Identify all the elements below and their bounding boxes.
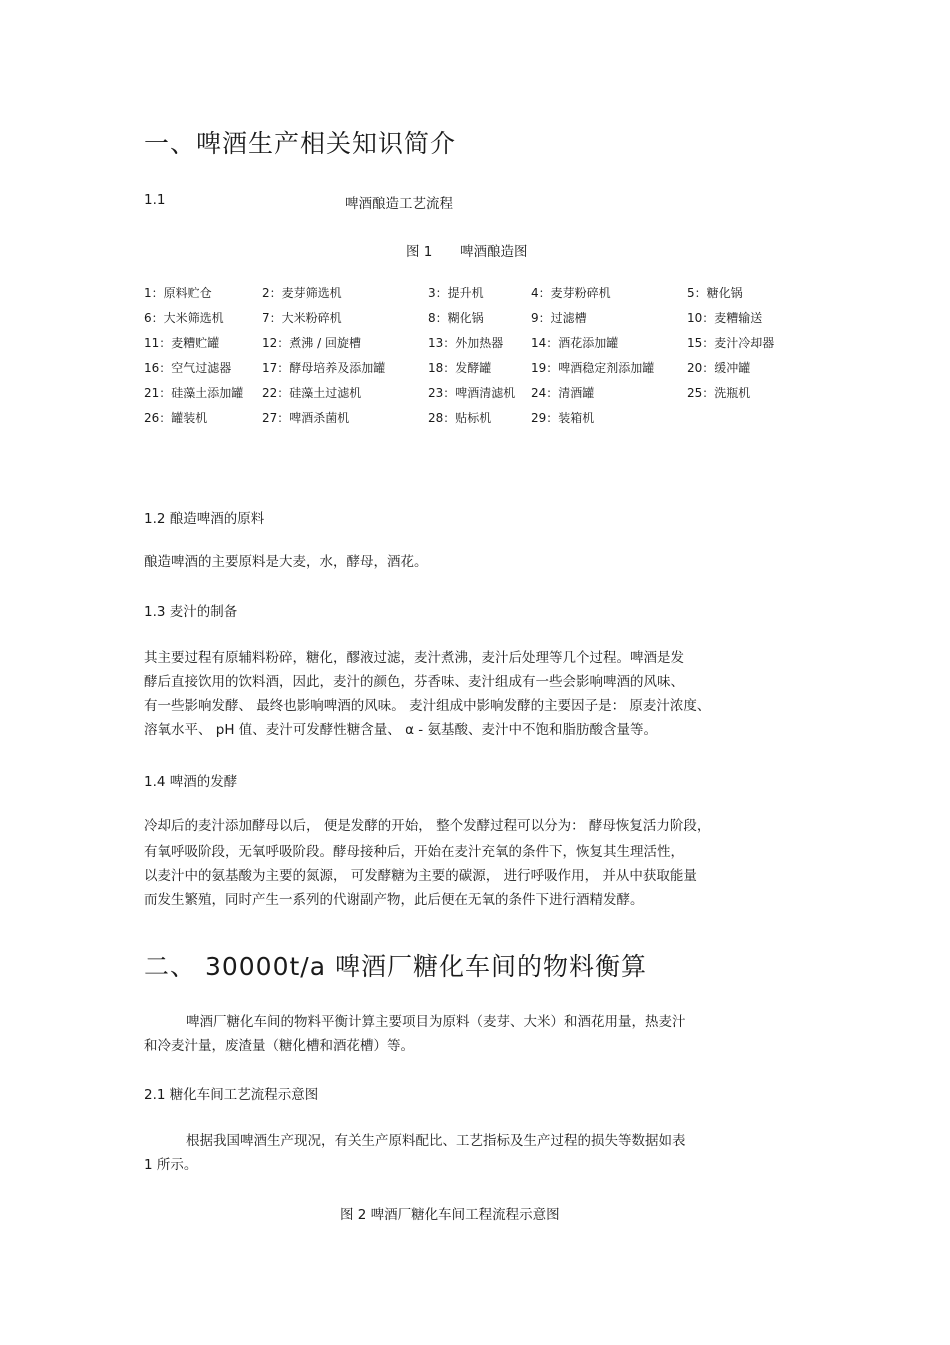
section-1-4-line: 冷却后的麦汁添加酵母以后， 便是发酵的开始， 整个发酵过程可以分为： 酵母恢复活力阶段，: [144, 818, 711, 834]
legend-row: [144, 284, 804, 309]
legend-item: 24：清酒罐: [531, 386, 595, 400]
legend-item: 11：麦糟贮罐: [144, 336, 220, 350]
section-1-4-line: 以麦汁中的氨基酸为主要的氮源， 可发酵糖为主要的碳源， 进行呼吸作用， 并从中获取能量: [144, 868, 697, 884]
legend-item: 1：原料贮仓: [144, 286, 212, 300]
section-1-4-title: 1.4 啤酒的发酵: [144, 774, 238, 790]
legend-row: [144, 334, 804, 359]
legend-item: 12：煮沸 / 回旋槽: [262, 336, 361, 350]
legend-item: 9：过滤槽: [531, 311, 587, 325]
section-1-3-line: 其主要过程有原辅料粉碎，糖化，醪液过滤，麦汁煮沸，麦汁后处理等几个过程。啤酒是发: [144, 650, 684, 666]
legend-row: [144, 409, 804, 434]
section-2-intro-line: 和冷麦汁量，废渣量（糖化槽和酒花槽）等。: [144, 1038, 414, 1054]
section-1-3-title: 1.3 麦汁的制备: [144, 604, 238, 620]
legend-item: 22：硅藻土过滤机: [262, 386, 362, 400]
legend-item: 16：空气过滤器: [144, 361, 232, 375]
section-1-3-line: 有一些影响发酵、 最终也影响啤酒的风味。 麦汁组成中影响发酵的主要因子是： 原麦汁浓度、: [144, 698, 711, 714]
legend-item: 28：贴标机: [428, 411, 492, 425]
legend-item: 19：啤酒稳定剂添加罐: [531, 361, 655, 375]
section-2-1-line: 根据我国啤酒生产现况，有关生产原料配比、工艺指标及生产过程的损失等数据如表: [186, 1133, 686, 1149]
legend-item: 18：发酵罐: [428, 361, 492, 375]
legend-item: 15：麦汁冷却器: [687, 336, 775, 350]
legend-item: 25：洗瓶机: [687, 386, 751, 400]
figure-1-legend: [144, 284, 804, 434]
legend-item: 3：提升机: [428, 286, 484, 300]
legend-item: 8：糊化锅: [428, 311, 484, 325]
legend-item: 6：大米筛选机: [144, 311, 224, 325]
heading-section-1: 一、啤酒生产相关知识简介: [144, 129, 457, 158]
section-1-3-line: 酵后直接饮用的饮料酒，因此，麦汁的颜色，芬香味、麦汁组成有一些会影响啤酒的风味、: [144, 674, 684, 690]
section-1-1-title: 啤酒酿造工艺流程: [345, 196, 453, 212]
legend-item: 27：啤酒杀菌机: [262, 411, 350, 425]
legend-item: 26：罐装机: [144, 411, 208, 425]
figure-1-number: 图 1: [406, 244, 433, 260]
section-2-1-line: 1 所示。: [144, 1157, 198, 1173]
legend-item: 10：麦糟输送: [687, 311, 763, 325]
legend-item: 7：大米粉碎机: [262, 311, 342, 325]
legend-item: 20：缓冲罐: [687, 361, 751, 375]
figure-1-caption: 啤酒酿造图: [460, 244, 528, 260]
legend-row: [144, 359, 804, 384]
heading-section-2: 二、 30000t/a 啤酒厂糖化车间的物料衡算: [144, 952, 647, 981]
legend-row: [144, 384, 804, 409]
section-1-1-number: 1.1: [144, 192, 166, 208]
legend-item: 13：外加热器: [428, 336, 504, 350]
legend-item: 5：糖化锅: [687, 286, 743, 300]
legend-item: 4：麦芽粉碎机: [531, 286, 611, 300]
legend-item: 14：酒花添加罐: [531, 336, 619, 350]
section-1-3-line: 溶氧水平、 pH 值、麦汁可发酵性糖含量、 α - 氨基酸、麦汁中不饱和脂肪酸含量等。: [144, 722, 657, 738]
legend-item: 29：装箱机: [531, 411, 595, 425]
section-1-2-text: 酿造啤酒的主要原料是大麦，水，酵母，酒花。: [144, 554, 428, 570]
section-2-intro-line: 啤酒厂糖化车间的物料平衡计算主要项目为原料（麦芽、大米）和酒花用量，热麦汁: [186, 1014, 686, 1030]
legend-row: [144, 309, 804, 334]
legend-item: 21：硅藻土添加罐: [144, 386, 244, 400]
section-1-4-line: 而发生繁殖，同时产生一系列的代谢副产物，此后便在无氧的条件下进行酒精发酵。: [144, 892, 644, 908]
legend-item: 17：酵母培养及添加罐: [262, 361, 386, 375]
legend-item: 23：啤酒清滤机: [428, 386, 516, 400]
figure-2-caption: 图 2 啤酒厂糖化车间工程流程示意图: [340, 1207, 560, 1223]
section-1-2-title: 1.2 酿造啤酒的原料: [144, 511, 265, 527]
section-2-1-title: 2.1 糖化车间工艺流程示意图: [144, 1087, 319, 1103]
section-1-4-line: 有氧呼吸阶段，无氧呼吸阶段。酵母接种后，开始在麦汁充氧的条件下，恢复其生理活性，: [144, 844, 684, 860]
legend-item: 2：麦芽筛选机: [262, 286, 342, 300]
